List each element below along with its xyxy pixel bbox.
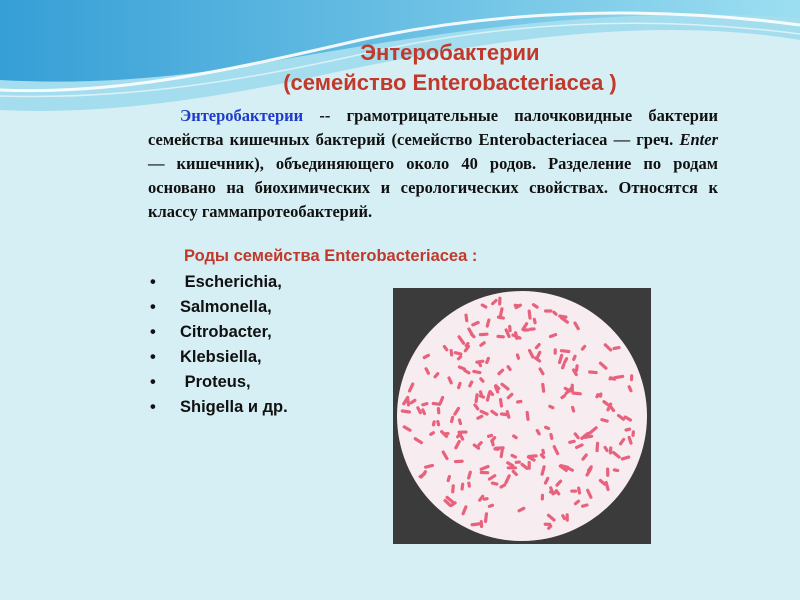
bacterium (498, 297, 502, 306)
list-item (150, 295, 288, 320)
bacterium (609, 446, 613, 454)
genus-name: Proteus, (180, 373, 251, 391)
genera-list (150, 270, 288, 420)
bacterium (606, 467, 609, 476)
genus-name: Citrobacter, (180, 323, 272, 341)
list-item (150, 270, 288, 295)
bacterium (480, 520, 484, 528)
bullet: • (150, 323, 156, 341)
bacterium (541, 494, 545, 501)
slide-title: Энтеробактерии (360, 40, 540, 65)
paragraph-lead: Энтеробактерии (180, 106, 304, 125)
slide-subtitle: (семейство Enterobacteriacea ) (283, 70, 617, 95)
bacterium (566, 513, 569, 521)
genus-name: Klebsiella, (180, 348, 262, 366)
bullet: • (150, 398, 156, 416)
bacterium (571, 384, 574, 393)
bacterium (554, 348, 557, 355)
bullet: • (150, 273, 156, 291)
list-item (150, 345, 288, 370)
genera-heading: Роды семейства Enterobacteriacea : (184, 247, 478, 265)
bacterium (454, 460, 464, 464)
description-paragraph (148, 104, 718, 224)
bullet: • (150, 348, 156, 366)
bullet: • (150, 298, 156, 316)
list-item (150, 320, 288, 345)
list-item (150, 395, 288, 420)
genus-name: Shigella и др. (180, 398, 288, 416)
paragraph-text-1: -- грамотрицательные палочковидные бактерии семейства кишечных бактерий (семейство Enterobacteriacea — греч. (148, 106, 718, 149)
bacterium (544, 309, 553, 312)
genus-name: Escherichia, (180, 273, 282, 291)
microscope-image (393, 288, 651, 544)
paragraph-italic: Enter (679, 130, 718, 149)
bullet: • (150, 373, 156, 391)
paragraph-text-2: — кишечник), объединяющего около 40 родов. Разделение по родам основано на биохимических и серологических свойствах. Относятся к классу гаммапротеобактерий. (148, 154, 718, 221)
genus-name: Salmonella, (180, 298, 272, 316)
bacterium (570, 489, 577, 492)
bacteria-micrograph (393, 288, 651, 544)
bacterium (630, 374, 634, 381)
bacterium (480, 471, 490, 475)
list-item (150, 370, 288, 395)
